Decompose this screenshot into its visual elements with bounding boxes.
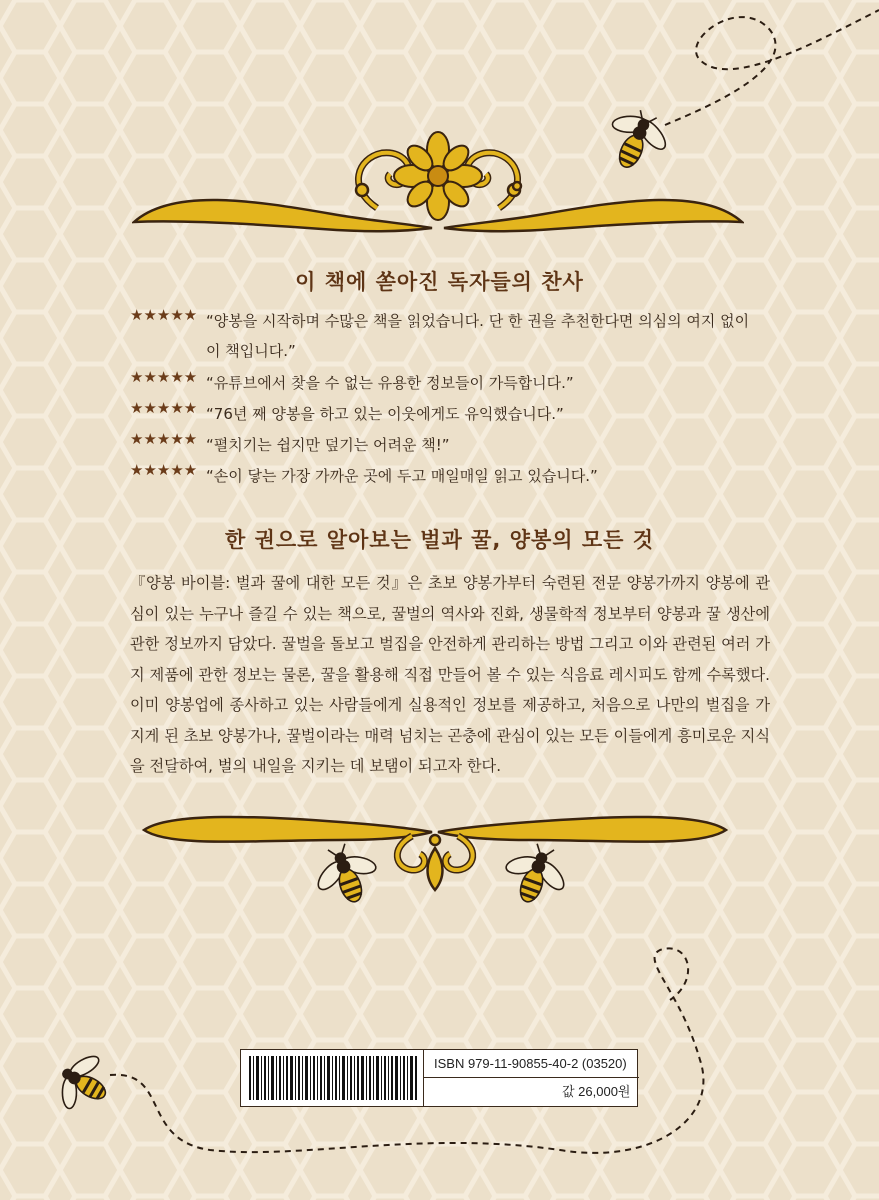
honeybee-icon [48, 1052, 118, 1114]
review-item [130, 306, 770, 368]
honeybee-icon [500, 842, 570, 910]
star-rating: ★★★★★ [130, 306, 198, 324]
barcode-box [240, 1049, 638, 1107]
book-description: 『양봉 바이블: 벌과 꿀에 대한 모든 것』은 초보 양봉가부터 숙련된 전문 양봉가까지 양봉에 관심이 있는 누구나 즐길 수 있는 책으로, 꿀벌의 역사와 진화, 생물학적 정보부터 양봉과 꿀 생산에 관한 정보까지 담았다. 꿀벌을 돌보고 벌집을 안전하게 관리하는 방법 그리고 이와 관련된 여러 가지 제품에 관한 정보는 물론, 꿀을 활용해 직접 만들어 볼 수 있는 식음료 레시피도 함께 수록했다. 이미 양봉업에 종사하고 있는 사람들에게 실용적인 정보를 제공하고, 처음으로 나만의 벌집을 가지게 된 초보 양봉가나, 꿀벌이라는 매력 넘치는 곤충에 관심이 있는 모든 이들에게 흥미로운 지식을 전달하여, 벌의 내일을 지키는 데 보탬이 되고자 한다. [130, 574, 770, 775]
star-rating: ★★★★★ [130, 399, 198, 417]
review-text: “펼치기는 쉽지만 덮기는 어려운 책!” [206, 436, 450, 454]
star-rating: ★★★★★ [130, 430, 198, 448]
review-text: “양봉을 시작하며 수많은 책을 읽었습니다. 단 한 권을 추천한다면 의심의 여지 없이 이 책입니다.” [206, 312, 750, 360]
star-rating: ★★★★★ [130, 368, 198, 386]
review-text: “손이 닿는 가장 가까운 곳에 두고 매일매일 읽고 있습니다.” [206, 467, 598, 485]
about-section-title: 한 권으로 알아보는 벌과 꿀, 양봉의 모든 것 [224, 528, 654, 552]
review-text: “76년 째 양봉을 하고 있는 이웃에게도 유익했습니다.” [206, 405, 564, 423]
star-rating: ★★★★★ [130, 461, 198, 479]
honeybee-icon [598, 110, 672, 176]
honeybee-icon [312, 842, 382, 910]
bottom-scroll-ornament-icon [140, 808, 730, 898]
isbn-label: ISBN 979-11-90855-40-2 (03520) [423, 1050, 639, 1078]
review-text: “유튜브에서 찾을 수 없는 유용한 정보들이 가득합니다.” [206, 374, 574, 392]
reviews-section-title: 이 책에 쏟아진 독자들의 찬사 [295, 270, 584, 294]
barcode-icon [247, 1056, 419, 1100]
price-label: 값 26,000원 [423, 1078, 639, 1106]
